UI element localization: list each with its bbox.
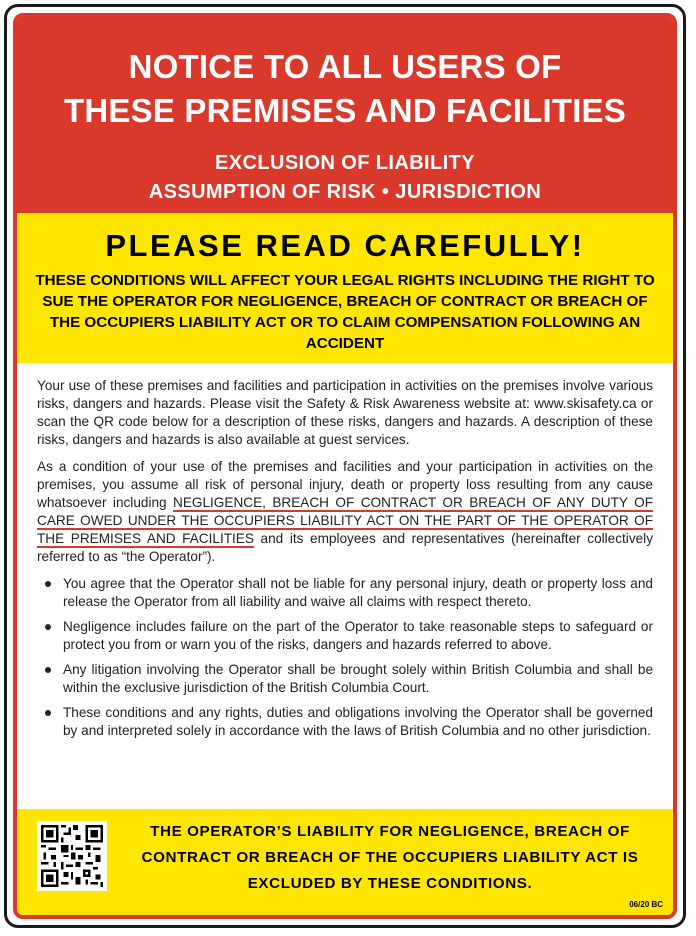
qr-code-icon — [37, 821, 107, 891]
notice-title — [17, 45, 673, 133]
warning-headline: PLEASE READ CAREFULLY! — [105, 228, 585, 263]
paragraph-assumption — [37, 458, 653, 566]
bullet-icon — [45, 710, 51, 716]
list-item-text: You agree that the Operator shall not be liable for any personal injury, death or property loss and release the Operator from all liability and waive all claims with respect thereto. — [63, 576, 653, 609]
paragraph-assumption-underlined: NEGLIGENCE, BREACH OF CONTRACT OR BREACH OF ANY DUTY OF CARE OWED UNDER THE OCCUPIERS LIABILITY ACT ON THE PART OF THE OPERATOR OF THE PREMISES AND FACILITIES — [37, 495, 653, 546]
paragraph-assumption-end: and its employees and representatives (hereinafter collectively referred to as “the Operator”). — [37, 531, 653, 564]
notice-title-line-1: NOTICE TO ALL USERS OF — [128, 48, 562, 85]
list-item-text: These conditions and any rights, duties and obligations involving the Operator shall be governed by and interpreted solely in accordance with the laws of British Columbia and no other jurisdiction. — [63, 705, 653, 738]
exclusion-statement: THE OPERATOR’S LIABILITY FOR NEGLIGENCE, BREACH OF CONTRACT OR BREACH OF THE OCCUPIERS LIABILITY ACT IS EXCLUDED BY THESE CONDITIONS. — [141, 823, 639, 892]
bullet-icon — [45, 624, 51, 630]
conditions-body — [17, 363, 673, 740]
notice-subtitle — [17, 149, 673, 207]
sign-inner-panel — [13, 13, 677, 919]
paragraph-assumption-start: As a condition of your use of the premises and facilities and your participation in activities on the premises, you assume all risk of personal injury, death or property loss resulting from any cause whatsoever including — [37, 459, 653, 510]
sign-version-code: 06/20 BC — [629, 900, 663, 909]
paragraph-risks: Your use of these premises and facilities and participation in activities on the premises involve various risks, dangers and hazards. Please visit the Safety & Risk Awareness website at: www.skisafety.ca or scan the QR code below for a description of these risks, dangers and hazards. A description of these risks, dangers and hazards is also available at guest services. — [37, 378, 653, 447]
warning-band — [17, 213, 673, 363]
red-header-band — [17, 17, 673, 213]
conditions-list — [37, 575, 653, 740]
warning-text: THESE CONDITIONS WILL AFFECT YOUR LEGAL RIGHTS INCLUDING THE RIGHT TO SUE THE OPERATOR FOR NEGLIGENCE, BREACH OF CONTRACT OR BREACH OF THE OCCUPIERS LIABILITY ACT OR TO CLAIM COMPENSATION FOLLOWING AN ACCIDENT — [35, 272, 655, 352]
list-item — [45, 661, 653, 697]
footer-band — [17, 809, 673, 915]
list-item — [45, 575, 653, 611]
list-item — [45, 618, 653, 654]
list-item-text: Any litigation involving the Operator shall be brought solely within British Columbia and shall be within the exclusive jurisdiction of the British Columbia Court. — [63, 662, 653, 695]
notice-subtitle-line-1: EXCLUSION OF LIABILITY — [215, 152, 475, 174]
list-item-text: Negligence includes failure on the part of the Operator to take reasonable steps to safeguard or protect you from or warn you of the risks, dangers and hazards referred to above. — [63, 619, 653, 652]
notice-title-line-2: THESE PREMISES AND FACILITIES — [64, 92, 626, 129]
bullet-icon — [45, 667, 51, 673]
notice-subtitle-line-2: ASSUMPTION OF RISK • JURISDICTION — [148, 181, 542, 203]
liability-notice-sign — [4, 4, 686, 928]
list-item — [45, 704, 653, 740]
bullet-icon — [45, 581, 51, 587]
